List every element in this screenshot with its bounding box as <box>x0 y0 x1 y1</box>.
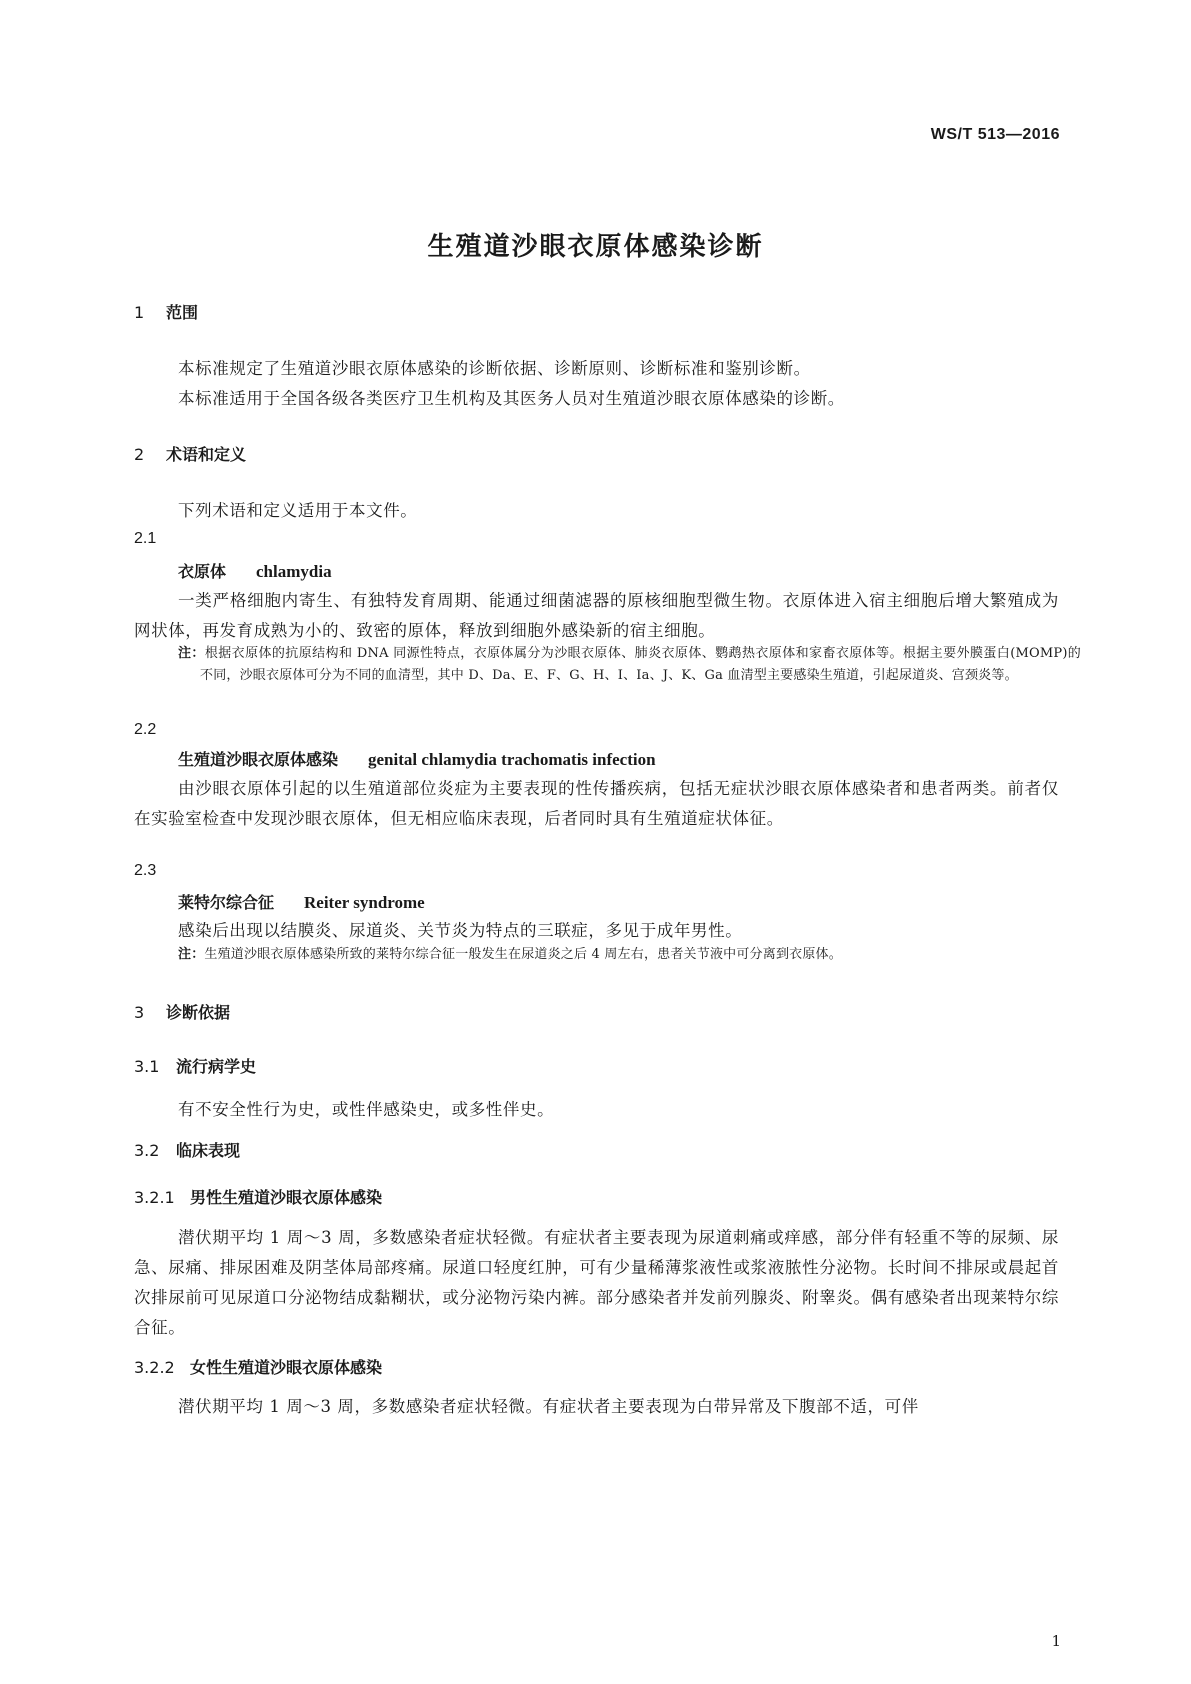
section-number: 3 <box>134 1003 145 1022</box>
section-number: 1 <box>134 303 145 322</box>
term-number: 2.3 <box>134 862 157 879</box>
term-note <box>178 643 1081 687</box>
term-definition: 感染后出现以结膜炎、尿道炎、关节炎为特点的三联症，多见于成年男性。 <box>178 921 743 940</box>
section-title: 临床表现 <box>176 1141 241 1160</box>
section-number: 3.2 <box>134 1141 160 1160</box>
section-3-heading <box>134 1000 230 1023</box>
term-number: 2.2 <box>134 721 157 738</box>
paragraph: 潜伏期平均 1 周～3 周，多数感染者症状轻微。有症状者主要表现为白带异常及下腹部不适，可伴 <box>178 1397 919 1416</box>
term-heading <box>178 890 425 913</box>
standard-code: WS/T 513—2016 <box>930 126 1060 143</box>
paragraph: 本标准适用于全国各级各类医疗卫生机构及其医务人员对生殖道沙眼衣原体感染的诊断。 <box>178 389 845 408</box>
term-en: Reiter syndrome <box>304 893 425 912</box>
term-note <box>178 944 1081 966</box>
paragraph: 有不安全性行为史，或性伴感染史，或多性伴史。 <box>178 1100 555 1119</box>
note-label: 注： <box>178 646 205 661</box>
section-title: 范围 <box>166 303 199 322</box>
paragraph: 本标准规定了生殖道沙眼衣原体感染的诊断依据、诊断原则、诊断标准和鉴别诊断。 <box>178 359 811 378</box>
section-3-2-2-heading <box>134 1355 382 1378</box>
section-number: 2 <box>134 445 145 464</box>
document-title: 生殖道沙眼衣原体感染诊断 <box>427 232 764 262</box>
section-3-2-heading <box>134 1138 240 1161</box>
paragraph: 潜伏期平均 1 周～3 周，多数感染者症状轻微。有症状者主要表现为尿道刺痛或痒感，部分伴有轻重不等的尿频、尿急、尿痛、排尿困难及阴茎体局部疼痛。尿道口轻度红肿，可有少量稀薄浆液性或浆液脓性分泌物。长时间不排尿或晨起首次排尿前可见尿道口分泌物结成黏糊状，或分泌物污染内裤。部分感染者并发前列腺炎、附睾炎。偶有感染者出现莱特尔综合征。 <box>134 1228 1059 1337</box>
paragraph: 下列术语和定义适用于本文件。 <box>178 501 418 520</box>
term-en: genital chlamydia trachomatis infection <box>368 750 656 769</box>
section-number: 3.2.1 <box>134 1188 175 1207</box>
term-heading <box>178 559 332 582</box>
section-3-1-heading <box>134 1054 256 1077</box>
section-2-heading <box>134 442 246 465</box>
term-zh: 衣原体 <box>178 562 227 581</box>
section-1-heading <box>134 300 198 323</box>
term-en: chlamydia <box>256 562 332 581</box>
term-number: 2.1 <box>134 530 157 547</box>
term-zh: 生殖道沙眼衣原体感染 <box>178 750 339 769</box>
section-title: 流行病学史 <box>176 1057 257 1076</box>
page-number: 1 <box>1051 1632 1061 1650</box>
section-title: 女性生殖道沙眼衣原体感染 <box>190 1358 383 1377</box>
note-label: 注： <box>178 947 205 962</box>
term-zh: 莱特尔综合征 <box>178 893 275 912</box>
section-title: 术语和定义 <box>166 445 247 464</box>
section-title: 诊断依据 <box>166 1003 231 1022</box>
term-definition: 由沙眼衣原体引起的以生殖道部位炎症为主要表现的性传播疾病，包括无症状沙眼衣原体感染者和患者两类。前者仅在实验室检查中发现沙眼衣原体，但无相应临床表现，后者同时具有生殖道症状体征。 <box>134 779 1059 828</box>
note-text: 生殖道沙眼衣原体感染所致的莱特尔综合征一般发生在尿道炎之后 4 周左右，患者关节液中可分离到衣原体。 <box>204 947 842 962</box>
term-heading <box>178 747 656 770</box>
section-3-2-1-heading <box>134 1185 382 1208</box>
section-number: 3.1 <box>134 1057 160 1076</box>
note-text: 根据衣原体的抗原结构和 DNA 同源性特点，衣原体属分为沙眼衣原体、肺炎衣原体、鹦鹉热衣原体和家畜衣原体等。根据主要外膜蛋白(MOMP)的不同，沙眼衣原体可分为不同的血清型，其中 D、Da、E、F、G、H、I、Ia、J、K、Ga 血清型主要感染生殖道，引起尿道炎、宫颈炎等。 <box>200 646 1081 683</box>
term-definition: 一类严格细胞内寄生、有独特发育周期、能通过细菌滤器的原核细胞型微生物。衣原体进入宿主细胞后增大繁殖成为网状体，再发育成熟为小的、致密的原体，释放到细胞外感染新的宿主细胞。 <box>134 591 1059 640</box>
section-title: 男性生殖道沙眼衣原体感染 <box>190 1188 383 1207</box>
section-number: 3.2.2 <box>134 1358 175 1377</box>
